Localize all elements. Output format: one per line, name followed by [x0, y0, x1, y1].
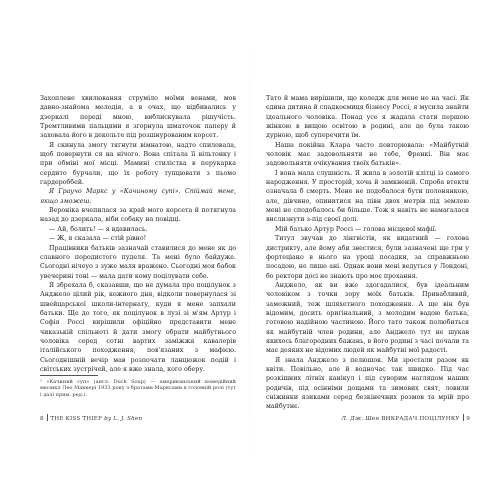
running-author: Л. Дж. Шен [341, 416, 380, 422]
left-folio [40, 414, 142, 422]
paragraph: Анджело, як ви вже здогадалися, був ідеальним чоловіком з точки зору моїх батьків. Привабливий, заможний, теж шляхетного походження. А ще він був відомим, досить оригінальний, з молодим вадою батька, готовою надійною частиною. Його тато також полюбиться як майбутній член родини, але Анджело тут не шукав якихось благородних бажань, в його родині з часі почали та має деяких не відомих людей як майбутні мої радості. [266, 281, 469, 355]
footnote-rule [40, 375, 98, 376]
paragraph: — Ж, я сказала — стій рівно! [49, 235, 147, 243]
footnote: ¹ «Качиний суп» (англ. Duck Soup) — американський комедійний мюзикл Лео Маккері 1933 року з братами Марксами в головній ролі (тут і далі прим. ред.). [40, 379, 236, 398]
running-author: by L. J. Shen [104, 416, 143, 422]
paragraph: Я знала Анджело з пелюшок. Ми зростали разом як квіти. Повільно, але й водночас так швидко. Під час розкішних літніх канікул і під суворим наглядом наших родичів, під осінніми дощами та зимових свят, ловили сніжинки язиками серед безкінечних розмов та мрій про майбутнє. [266, 356, 469, 411]
page-number: 8 [40, 416, 44, 422]
running-title: THE KISS THIEF [50, 416, 103, 422]
folio-separator [47, 414, 48, 421]
paragraph: І вона мала слушність. Я жила в золотій клітці із самого народження. У просторій, хоча й замкненій. Спроба втекти означала б смерть. Мене не подобалося бути полонянкою, але, дівчино, опинитися на півн двох метрів під землею мені не сподобалось би більше. Тож я навіть не намагалася вислизнути з-під своєї долі. [266, 169, 469, 224]
paragraph: Я Граучо Маркс у «Качиному супі». Спіймай мене, якщо зможеш. [40, 188, 236, 205]
paragraph: — Ай, болить! — я вдавилась. [49, 225, 148, 233]
folio-separator [463, 414, 464, 421]
right-page [250, 0, 500, 500]
left-page-body [40, 94, 236, 374]
paragraph: Вероніка вчепилася за край мого корсета й потягнула назад до дзеркала, віби собаку на повідці. [40, 207, 236, 224]
paragraph: Я збрехала б, сказавши, що не думала про поцілунок з Анджело цілий рік, кожного дня, відколи повернулася зі швейцарської школи-інтернату, куди я мене запхали батьки. Ще до того, як поцілунок в лузі зі м'ям Артур і Софія Россі вирішили офіційно представити мене чиказькій спільноті й дати змогу обрати майбутнього чоловіка серед сотні вартих заміжжя кавалерів італійського походження, пов'язаних з мафією. Сьогоднішній вечір мав розпочати ланцюжок подій і світських зустрічей, але я вже знала, кого оберу. [40, 281, 236, 373]
paragraph: Я скинула змогу тягнути вімнатою, надто спиловала, щоб повернути ся на нічого. Вона спітала її вільтонку і при обміні мої місці. Мамині стилістка в перукарка сердито бурчали, що їх роботу тупцювати з пьомо гардероббей. [40, 141, 236, 187]
paragraph: Наша покійна Клара часто повторювала: «Майбутній чоловік має задовольняти не тебе, Френкі. Він має задовольняти очікування твоїх батьків». [266, 141, 469, 168]
paragraph: Працівники батьків зазначай ставилися до мене як до славного породистого пуделя. Та мені було байдуже. Сьогодні нічеуо з зуже маля вражено. Сьогодні моя бабок увечерині тоні — мала дати кому поцілувати себе. [40, 244, 236, 280]
paragraph: Тато й мама вирішили, що коледж для мене не на часі. Як єдина дитина й спадкоємиця бізнесу Россі, я мусила знайти ідеального чоловіка. Понад усе я жадала стати першою жінкою в вищою освітою в родині, але це була такою дурною, щоб суперечити їм. [266, 95, 469, 140]
paragraph: Захоплене хвилювання струміло моїми венами, мов давно-знайома мелодія, а в очах, що відбивались у дзеркалі переді мною, виблискувала рішучість. Тремтливими пальцями я згорнула шматочок паперу й заховала його в декольте під розшнурованим корсет. [40, 95, 236, 140]
right-page-body [266, 94, 469, 412]
paragraph: Титул звучав до лінгвістів, як видатний — голова дистрикту, але йому аби звестися, були зазначені ще гри у фортеціано в нього на уроці посадки, за справжньою посадою, не лише ані. Однак вони мені ведуться у Лондоні, бо ректори досі не знають про моє прохання. [266, 235, 469, 280]
running-title: ВИКРАДАЧ ПОЦІЛУНКУ [381, 416, 460, 422]
right-folio [341, 414, 470, 422]
paragraph: Мій батько Артур Россі — голова місцевої мафії. [275, 225, 437, 233]
page-number: 9 [466, 416, 470, 422]
